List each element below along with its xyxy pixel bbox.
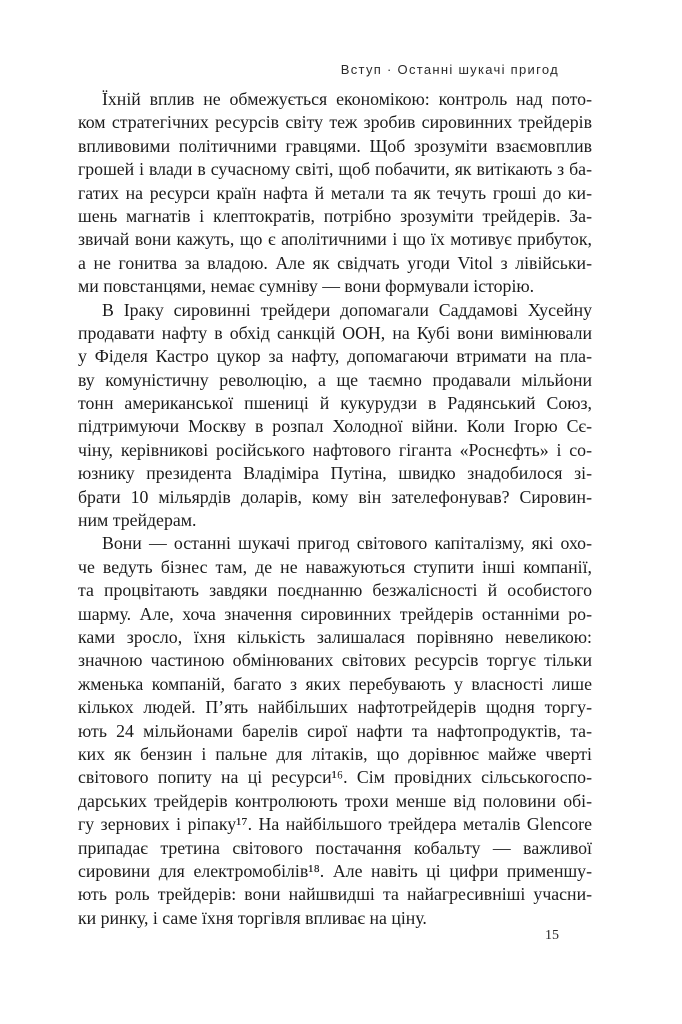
text-line: впливовими політичними гравцями. Щоб зрозуміти взаємовплив [78,135,592,156]
text-line: чіну, керівникові російського нафтового гіганта «Роснєфть» і со- [78,439,592,460]
text-line: ками зросло, їхня кількість залишалася порівняно невеликою: [78,626,592,647]
running-head: Вступ · Останні шукачі пригод [340,62,559,77]
text-line: ми повстанцями, немає сумніву — вони формували історію. [78,276,535,297]
text-line: тонн американської пшениці й кукурудзи в Радянський Союз, [78,393,592,414]
text-line: звичай вони кажуть, що є аполітичними і що їх мотивує прибуток, [78,229,592,250]
text-line: а не гонитва за владою. Але як свідчать угоди Vitol з лівійськи- [78,252,592,273]
text-line: ють 24 мільйонами барелів сирої нафти та нафтопродуктів, та- [78,720,592,741]
text-line: підтримуючи Москву в розпал Холодної війни. Коли Ігорю Сє- [78,416,592,437]
text-line: юзнику президента Владіміра Путіна, швидко знадобилося зі- [78,463,592,484]
text-line: та процвітають завдяки поєднанню безжалісності й особистого [78,580,592,601]
page-number: 15 [545,928,559,943]
paragraph [78,532,592,930]
text-line: сировини для електромобілів¹⁸. Але навіть ці цифри применшу- [78,860,592,881]
text-line: гатих на ресурси країн нафта й метали та як течуть гроші до ки- [78,182,592,203]
text-line: світового попиту на ці ресурси¹⁶. Сім провідних сільськогоспо- [78,767,592,788]
text-line: у Фіделя Кастро цукор за нафту, допомагаючи втримати на пла- [78,346,592,367]
text-line: шарму. Але, хоча значення сировинних трейдерів останніми ро- [78,603,592,624]
text-line: брати 10 мільярдів доларів, кому він зателефонував? Сировин- [78,486,592,507]
text-line: продавати нафту в обхід санкцій ООН, на Кубі вони вимінювали [78,322,592,343]
text-line: жменька компаній, багато з яких перебувають у власності лише [78,673,592,694]
text-line: гу зернових і ріпаку¹⁷. На найбільшого трейдера металів Glencore [78,814,592,835]
text-line: ком стратегічних ресурсів світу теж зробив сировинних трейдерів [78,112,592,133]
text-line: грошей і влади в сучасному світі, щоб побачити, як витікають з ба- [78,159,592,180]
paragraph [78,88,592,299]
text-line: значною частиною обмінюваних світових ресурсів торгує тільки [78,650,592,671]
text-line: Вони — останні шукачі пригод світового капіталізму, які охо- [102,533,592,554]
text-line: ють роль трейдерів: вони найшвидші та найагресивніші учасни- [78,884,592,905]
paragraph [78,299,592,533]
text-line: припадає третина світового постачання кобальту — важливої [78,837,592,858]
text-line: дарських трейдерів контролюють трохи менше від половини обі- [78,790,592,811]
text-line: кількох людей. П’ять найбільших нафтотрейдерів щодня торгу- [78,697,592,718]
text-line: че ведуть бізнес там, де не наважуються ступити інші компанії, [78,556,592,577]
text-line: ним трейдерам. [78,510,197,531]
text-line: ких як бензин і пальне для літаків, що дорівнює майже чверті [78,743,592,764]
text-line: В Іраку сировинні трейдери допомагали Саддамові Хусейну [102,299,592,320]
text-line: ки ринку, і саме їхня торгівля впливає на ціну. [78,907,427,928]
text-line: шень магнатів і клептократів, потрібно зрозуміти трейдерів. За- [78,205,592,226]
text-line: ву комуністичну революцію, а ще таємно продавали мільйони [78,369,592,390]
text-line: Їхній вплив не обмежується економікою: контроль над пото- [102,89,592,109]
body-text [78,88,592,930]
